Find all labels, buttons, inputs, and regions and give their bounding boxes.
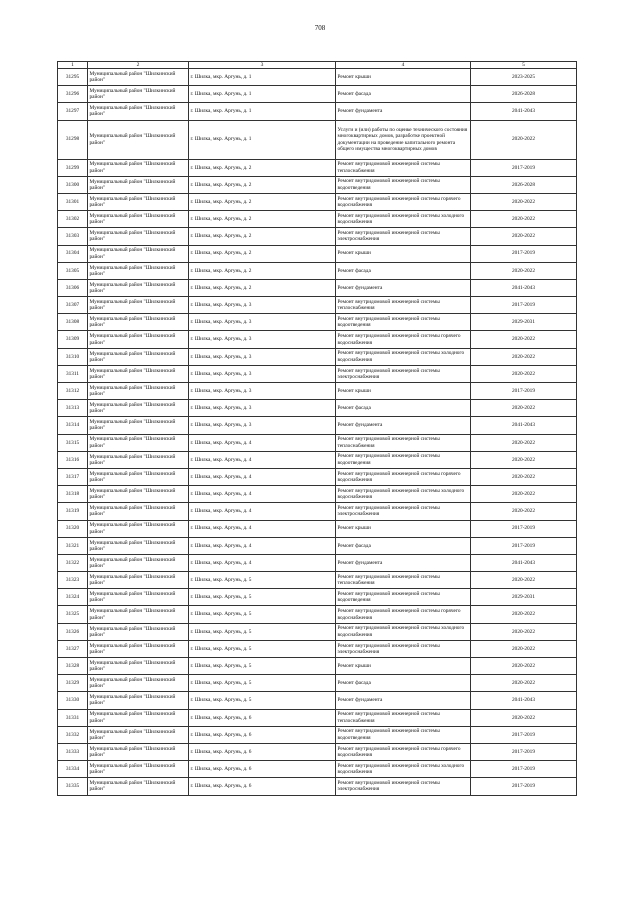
table-body: [58, 69, 577, 796]
row-number: 31321: [58, 537, 88, 554]
building-address: г. Шилка, мкр. Аргунь, д. 6: [189, 778, 336, 795]
planned-period: 2020-2022: [471, 434, 577, 451]
column-header-3: 3: [189, 62, 336, 69]
building-address: г. Шилка, мкр. Аргунь, д. 3: [189, 365, 336, 382]
row-number: 31334: [58, 761, 88, 778]
municipal-district: Муниципальный район "Шилкинский район": [88, 589, 189, 606]
municipal-district: Муниципальный район "Шилкинский район": [88, 468, 189, 485]
municipal-district: Муниципальный район "Шилкинский район": [88, 709, 189, 726]
municipal-district: Муниципальный район "Шилкинский район": [88, 554, 189, 571]
building-address: г. Шилка, мкр. Аргунь, д. 3: [189, 400, 336, 417]
table-row: [58, 468, 577, 485]
planned-period: 2020-2022: [471, 365, 577, 382]
building-address: г. Шилка, мкр. Аргунь, д. 2: [189, 279, 336, 296]
building-address: г. Шилка, мкр. Аргунь, д. 5: [189, 589, 336, 606]
table-row: [58, 606, 577, 623]
planned-period: 2020-2022: [471, 486, 577, 503]
repair-work-type: Ремонт фундамента: [336, 279, 471, 296]
building-address: г. Шилка, мкр. Аргунь, д. 1: [189, 103, 336, 120]
row-number: 31309: [58, 331, 88, 348]
municipal-district: Муниципальный район "Шилкинский район": [88, 451, 189, 468]
repair-work-type: Ремонт внутридомовой инженерной системы холодного водоснабжения: [336, 623, 471, 640]
building-address: г. Шилка, мкр. Аргунь, д. 1: [189, 69, 336, 86]
planned-period: 2029-2031: [471, 589, 577, 606]
table-row: [58, 589, 577, 606]
row-number: 31314: [58, 417, 88, 434]
municipal-district: Муниципальный район "Шилкинский район": [88, 120, 189, 159]
table-row: [58, 572, 577, 589]
planned-period: 2020-2022: [471, 640, 577, 657]
table-row: [58, 640, 577, 657]
planned-period: 2041-2043: [471, 417, 577, 434]
table-row: [58, 86, 577, 103]
municipal-district: Муниципальный район "Шилкинский район": [88, 761, 189, 778]
building-address: г. Шилка, мкр. Аргунь, д. 5: [189, 658, 336, 675]
building-address: г. Шилка, мкр. Аргунь, д. 3: [189, 348, 336, 365]
column-header-4: 4: [336, 62, 471, 69]
planned-period: 2020-2022: [471, 658, 577, 675]
table-row: [58, 314, 577, 331]
municipal-district: Муниципальный район "Шилкинский район": [88, 400, 189, 417]
table-row: [58, 103, 577, 120]
municipal-district: Муниципальный район "Шилкинский район": [88, 572, 189, 589]
table-row: [58, 120, 577, 159]
row-number: 31310: [58, 348, 88, 365]
building-address: г. Шилка, мкр. Аргунь, д. 5: [189, 692, 336, 709]
repair-work-type: Ремонт внутридомовой инженерной системы холодного водоснабжения: [336, 486, 471, 503]
municipal-district: Муниципальный район "Шилкинский район": [88, 503, 189, 520]
municipal-district: Муниципальный район "Шилкинский район": [88, 726, 189, 743]
repair-work-type: Ремонт фундамента: [336, 554, 471, 571]
table-row: [58, 434, 577, 451]
repair-work-type: Ремонт внутридомовой инженерной системы горячего водоснабжения: [336, 193, 471, 210]
row-number: 31333: [58, 743, 88, 760]
table-row: [58, 400, 577, 417]
municipal-district: Муниципальный район "Шилкинский район": [88, 486, 189, 503]
table-row: [58, 211, 577, 228]
municipal-district: Муниципальный район "Шилкинский район": [88, 245, 189, 262]
municipal-district: Муниципальный район "Шилкинский район": [88, 297, 189, 314]
municipal-district: Муниципальный район "Шилкинский район": [88, 640, 189, 657]
table-row: [58, 228, 577, 245]
table-row: [58, 279, 577, 296]
row-number: 31313: [58, 400, 88, 417]
row-number: 31303: [58, 228, 88, 245]
table-row: [58, 451, 577, 468]
row-number: 31316: [58, 451, 88, 468]
repair-work-type: Ремонт внутридомовой инженерной системы водоотведения: [336, 726, 471, 743]
municipal-district: Муниципальный район "Шилкинский район": [88, 434, 189, 451]
repair-work-type: Ремонт фундамента: [336, 692, 471, 709]
building-address: г. Шилка, мкр. Аргунь, д. 6: [189, 761, 336, 778]
municipal-district: Муниципальный район "Шилкинский район": [88, 383, 189, 400]
planned-period: 2041-2043: [471, 279, 577, 296]
row-number: 31301: [58, 193, 88, 210]
planned-period: 2017-2019: [471, 383, 577, 400]
repair-work-type: Ремонт крыши: [336, 69, 471, 86]
row-number: 31324: [58, 589, 88, 606]
municipal-district: Муниципальный район "Шилкинский район": [88, 606, 189, 623]
table-row: [58, 159, 577, 176]
repair-work-type: Ремонт крыши: [336, 520, 471, 537]
row-number: 31306: [58, 279, 88, 296]
municipal-district: Муниципальный район "Шилкинский район": [88, 262, 189, 279]
repair-work-type: Ремонт внутридомовой инженерной системы электроснабжения: [336, 778, 471, 795]
municipal-district: Муниципальный район "Шилкинский район": [88, 417, 189, 434]
repair-work-type: Ремонт внутридомовой инженерной системы теплоснабжения: [336, 709, 471, 726]
municipal-district: Муниципальный район "Шилкинский район": [88, 348, 189, 365]
planned-period: 2020-2022: [471, 193, 577, 210]
building-address: г. Шилка, мкр. Аргунь, д. 2: [189, 211, 336, 228]
planned-period: 2020-2022: [471, 120, 577, 159]
planned-period: 2020-2022: [471, 709, 577, 726]
building-address: г. Шилка, мкр. Аргунь, д. 2: [189, 262, 336, 279]
planned-period: 2020-2022: [471, 623, 577, 640]
building-address: г. Шилка, мкр. Аргунь, д. 3: [189, 297, 336, 314]
table-row: [58, 176, 577, 193]
repair-work-type: Ремонт внутридомовой инженерной системы водоотведения: [336, 314, 471, 331]
column-header-5: 5: [471, 62, 577, 69]
table-header-row: [58, 62, 577, 69]
building-address: г. Шилка, мкр. Аргунь, д. 4: [189, 537, 336, 554]
building-address: г. Шилка, мкр. Аргунь, д. 2: [189, 159, 336, 176]
table-row: [58, 520, 577, 537]
repair-work-type: Ремонт внутридомовой инженерной системы теплоснабжения: [336, 434, 471, 451]
table-row: [58, 486, 577, 503]
row-number: 31305: [58, 262, 88, 279]
repair-work-type: Ремонт фасада: [336, 400, 471, 417]
planned-period: 2020-2022: [471, 468, 577, 485]
row-number: 31332: [58, 726, 88, 743]
building-address: г. Шилка, мкр. Аргунь, д. 5: [189, 623, 336, 640]
repair-work-type: Ремонт внутридомовой инженерной системы электроснабжения: [336, 228, 471, 245]
building-address: г. Шилка, мкр. Аргунь, д. 4: [189, 468, 336, 485]
repair-work-type: Ремонт внутридомовой инженерной системы электроснабжения: [336, 640, 471, 657]
table-row: [58, 193, 577, 210]
municipal-district: Муниципальный район "Шилкинский район": [88, 675, 189, 692]
table-row: [58, 675, 577, 692]
row-number: 31330: [58, 692, 88, 709]
building-address: г. Шилка, мкр. Аргунь, д. 4: [189, 503, 336, 520]
table-row: [58, 365, 577, 382]
row-number: 31299: [58, 159, 88, 176]
table-row: [58, 709, 577, 726]
repair-work-type: Ремонт внутридомовой инженерной системы горячего водоснабжения: [336, 331, 471, 348]
planned-period: 2020-2022: [471, 572, 577, 589]
table-row: [58, 623, 577, 640]
table-row: [58, 417, 577, 434]
table-row: [58, 69, 577, 86]
row-number: 31323: [58, 572, 88, 589]
row-number: 31325: [58, 606, 88, 623]
building-address: г. Шилка, мкр. Аргунь, д. 2: [189, 228, 336, 245]
row-number: 31295: [58, 69, 88, 86]
planned-period: 2029-2031: [471, 314, 577, 331]
building-address: г. Шилка, мкр. Аргунь, д. 4: [189, 486, 336, 503]
repair-work-type: Ремонт внутридомовой инженерной системы водоотведения: [336, 589, 471, 606]
municipal-district: Муниципальный район "Шилкинский район": [88, 520, 189, 537]
building-address: г. Шилка, мкр. Аргунь, д. 2: [189, 176, 336, 193]
planned-period: 2017-2019: [471, 537, 577, 554]
row-number: 31331: [58, 709, 88, 726]
row-number: 31296: [58, 86, 88, 103]
row-number: 31300: [58, 176, 88, 193]
municipal-district: Муниципальный район "Шилкинский район": [88, 692, 189, 709]
table-row: [58, 262, 577, 279]
municipal-district: Муниципальный район "Шилкинский район": [88, 743, 189, 760]
planned-period: 2026-2028: [471, 176, 577, 193]
row-number: 31302: [58, 211, 88, 228]
building-address: г. Шилка, мкр. Аргунь, д. 3: [189, 383, 336, 400]
planned-period: 2041-2043: [471, 103, 577, 120]
planned-period: 2020-2022: [471, 262, 577, 279]
municipal-district: Муниципальный район "Шилкинский район": [88, 228, 189, 245]
municipal-district: Муниципальный район "Шилкинский район": [88, 159, 189, 176]
planned-period: 2017-2019: [471, 297, 577, 314]
municipal-district: Муниципальный район "Шилкинский район": [88, 176, 189, 193]
planned-period: 2020-2022: [471, 228, 577, 245]
row-number: 31307: [58, 297, 88, 314]
repair-work-type: Ремонт внутридомовой инженерной системы электроснабжения: [336, 365, 471, 382]
repair-work-type: Ремонт фундамента: [336, 103, 471, 120]
row-number: 31327: [58, 640, 88, 657]
repair-work-type: Ремонт внутридомовой инженерной системы водоотведения: [336, 176, 471, 193]
row-number: 31315: [58, 434, 88, 451]
repair-work-type: Ремонт внутридомовой инженерной системы горячего водоснабжения: [336, 468, 471, 485]
building-address: г. Шилка, мкр. Аргунь, д. 3: [189, 331, 336, 348]
planned-period: 2017-2019: [471, 245, 577, 262]
row-number: 31308: [58, 314, 88, 331]
table-row: [58, 537, 577, 554]
municipal-district: Муниципальный район "Шилкинский район": [88, 537, 189, 554]
building-address: г. Шилка, мкр. Аргунь, д. 6: [189, 726, 336, 743]
row-number: 31335: [58, 778, 88, 795]
row-number: 31311: [58, 365, 88, 382]
table-row: [58, 761, 577, 778]
municipal-district: Муниципальный район "Шилкинский район": [88, 211, 189, 228]
planned-period: 2041-2043: [471, 554, 577, 571]
building-address: г. Шилка, мкр. Аргунь, д. 6: [189, 743, 336, 760]
municipal-district: Муниципальный район "Шилкинский район": [88, 365, 189, 382]
table-row: [58, 743, 577, 760]
row-number: 31329: [58, 675, 88, 692]
column-header-1: 1: [58, 62, 88, 69]
repair-work-type: Ремонт внутридомовой инженерной системы холодного водоснабжения: [336, 348, 471, 365]
table-row: [58, 503, 577, 520]
repair-work-type: Ремонт внутридомовой инженерной системы теплоснабжения: [336, 297, 471, 314]
municipal-district: Муниципальный район "Шилкинский район": [88, 331, 189, 348]
planned-period: 2020-2022: [471, 675, 577, 692]
planned-period: 2020-2022: [471, 331, 577, 348]
municipal-district: Муниципальный район "Шилкинский район": [88, 103, 189, 120]
building-address: г. Шилка, мкр. Аргунь, д. 4: [189, 451, 336, 468]
repair-work-type: Ремонт крыши: [336, 245, 471, 262]
planned-period: 2017-2019: [471, 743, 577, 760]
planned-period: 2017-2019: [471, 761, 577, 778]
table-row: [58, 658, 577, 675]
building-address: г. Шилка, мкр. Аргунь, д. 5: [189, 675, 336, 692]
building-address: г. Шилка, мкр. Аргунь, д. 5: [189, 606, 336, 623]
municipal-district: Муниципальный район "Шилкинский район": [88, 778, 189, 795]
page-number: 708: [314, 24, 326, 32]
repair-work-type: Ремонт фасада: [336, 86, 471, 103]
building-address: г. Шилка, мкр. Аргунь, д. 4: [189, 554, 336, 571]
repair-register-table: [57, 61, 577, 796]
repair-work-type: Ремонт фундамента: [336, 417, 471, 434]
row-number: 31312: [58, 383, 88, 400]
planned-period: 2020-2022: [471, 348, 577, 365]
row-number: 31318: [58, 486, 88, 503]
repair-work-type: Ремонт внутридомовой инженерной системы электроснабжения: [336, 503, 471, 520]
repair-work-type: Ремонт фасада: [336, 675, 471, 692]
repair-work-type: Ремонт внутридомовой инженерной системы водоотведения: [336, 451, 471, 468]
building-address: г. Шилка, мкр. Аргунь, д. 6: [189, 709, 336, 726]
building-address: г. Шилка, мкр. Аргунь, д. 4: [189, 520, 336, 537]
municipal-district: Муниципальный район "Шилкинский район": [88, 623, 189, 640]
municipal-district: Муниципальный район "Шилкинский район": [88, 193, 189, 210]
repair-work-type: Ремонт крыши: [336, 658, 471, 675]
building-address: г. Шилка, мкр. Аргунь, д. 2: [189, 245, 336, 262]
row-number: 31304: [58, 245, 88, 262]
planned-period: 2020-2022: [471, 503, 577, 520]
repair-work-type: Ремонт внутридомовой инженерной системы теплоснабжения: [336, 159, 471, 176]
planned-period: 2023-2025: [471, 69, 577, 86]
column-header-2: 2: [88, 62, 189, 69]
repair-work-type: Ремонт внутридомовой инженерной системы холодного водоснабжения: [336, 761, 471, 778]
repair-work-type: Ремонт внутридомовой инженерной системы теплоснабжения: [336, 572, 471, 589]
building-address: г. Шилка, мкр. Аргунь, д. 2: [189, 193, 336, 210]
municipal-district: Муниципальный район "Шилкинский район": [88, 86, 189, 103]
building-address: г. Шилка, мкр. Аргунь, д. 3: [189, 314, 336, 331]
municipal-district: Муниципальный район "Шилкинский район": [88, 658, 189, 675]
planned-period: 2020-2022: [471, 606, 577, 623]
row-number: 31298: [58, 120, 88, 159]
planned-period: 2017-2019: [471, 520, 577, 537]
row-number: 31317: [58, 468, 88, 485]
building-address: г. Шилка, мкр. Аргунь, д. 5: [189, 640, 336, 657]
planned-period: 2017-2019: [471, 726, 577, 743]
table-row: [58, 297, 577, 314]
planned-period: 2020-2022: [471, 400, 577, 417]
planned-period: 2026-2028: [471, 86, 577, 103]
repair-work-type: Ремонт крыши: [336, 383, 471, 400]
planned-period: 2017-2019: [471, 778, 577, 795]
municipal-district: Муниципальный район "Шилкинский район": [88, 314, 189, 331]
row-number: 31326: [58, 623, 88, 640]
table-row: [58, 554, 577, 571]
building-address: г. Шилка, мкр. Аргунь, д. 5: [189, 572, 336, 589]
row-number: 31322: [58, 554, 88, 571]
repair-work-type: Ремонт внутридомовой инженерной системы горячего водоснабжения: [336, 606, 471, 623]
table-row: [58, 692, 577, 709]
row-number: 31297: [58, 103, 88, 120]
table-row: [58, 348, 577, 365]
planned-period: 2020-2022: [471, 211, 577, 228]
municipal-district: Муниципальный район "Шилкинский район": [88, 69, 189, 86]
building-address: г. Шилка, мкр. Аргунь, д. 1: [189, 120, 336, 159]
table-row: [58, 726, 577, 743]
row-number: 31319: [58, 503, 88, 520]
building-address: г. Шилка, мкр. Аргунь, д. 3: [189, 417, 336, 434]
row-number: 31328: [58, 658, 88, 675]
table-row: [58, 383, 577, 400]
table-row: [58, 331, 577, 348]
planned-period: 2020-2022: [471, 451, 577, 468]
table-row: [58, 245, 577, 262]
repair-work-type: Услуги и (или) работы по оценке технического состояния многоквартирных домов, разработке проектной документации на проведение капитального ремонта общего имущества многоквартирных домов: [336, 120, 471, 159]
row-number: 31320: [58, 520, 88, 537]
repair-work-type: Ремонт фасада: [336, 537, 471, 554]
building-address: г. Шилка, мкр. Аргунь, д. 1: [189, 86, 336, 103]
building-address: г. Шилка, мкр. Аргунь, д. 4: [189, 434, 336, 451]
table-row: [58, 778, 577, 795]
repair-work-type: Ремонт фасада: [336, 262, 471, 279]
planned-period: 2017-2019: [471, 159, 577, 176]
repair-work-type: Ремонт внутридомовой инженерной системы горячего водоснабжения: [336, 743, 471, 760]
planned-period: 2041-2043: [471, 692, 577, 709]
repair-work-type: Ремонт внутридомовой инженерной системы холодного водоснабжения: [336, 211, 471, 228]
municipal-district: Муниципальный район "Шилкинский район": [88, 279, 189, 296]
